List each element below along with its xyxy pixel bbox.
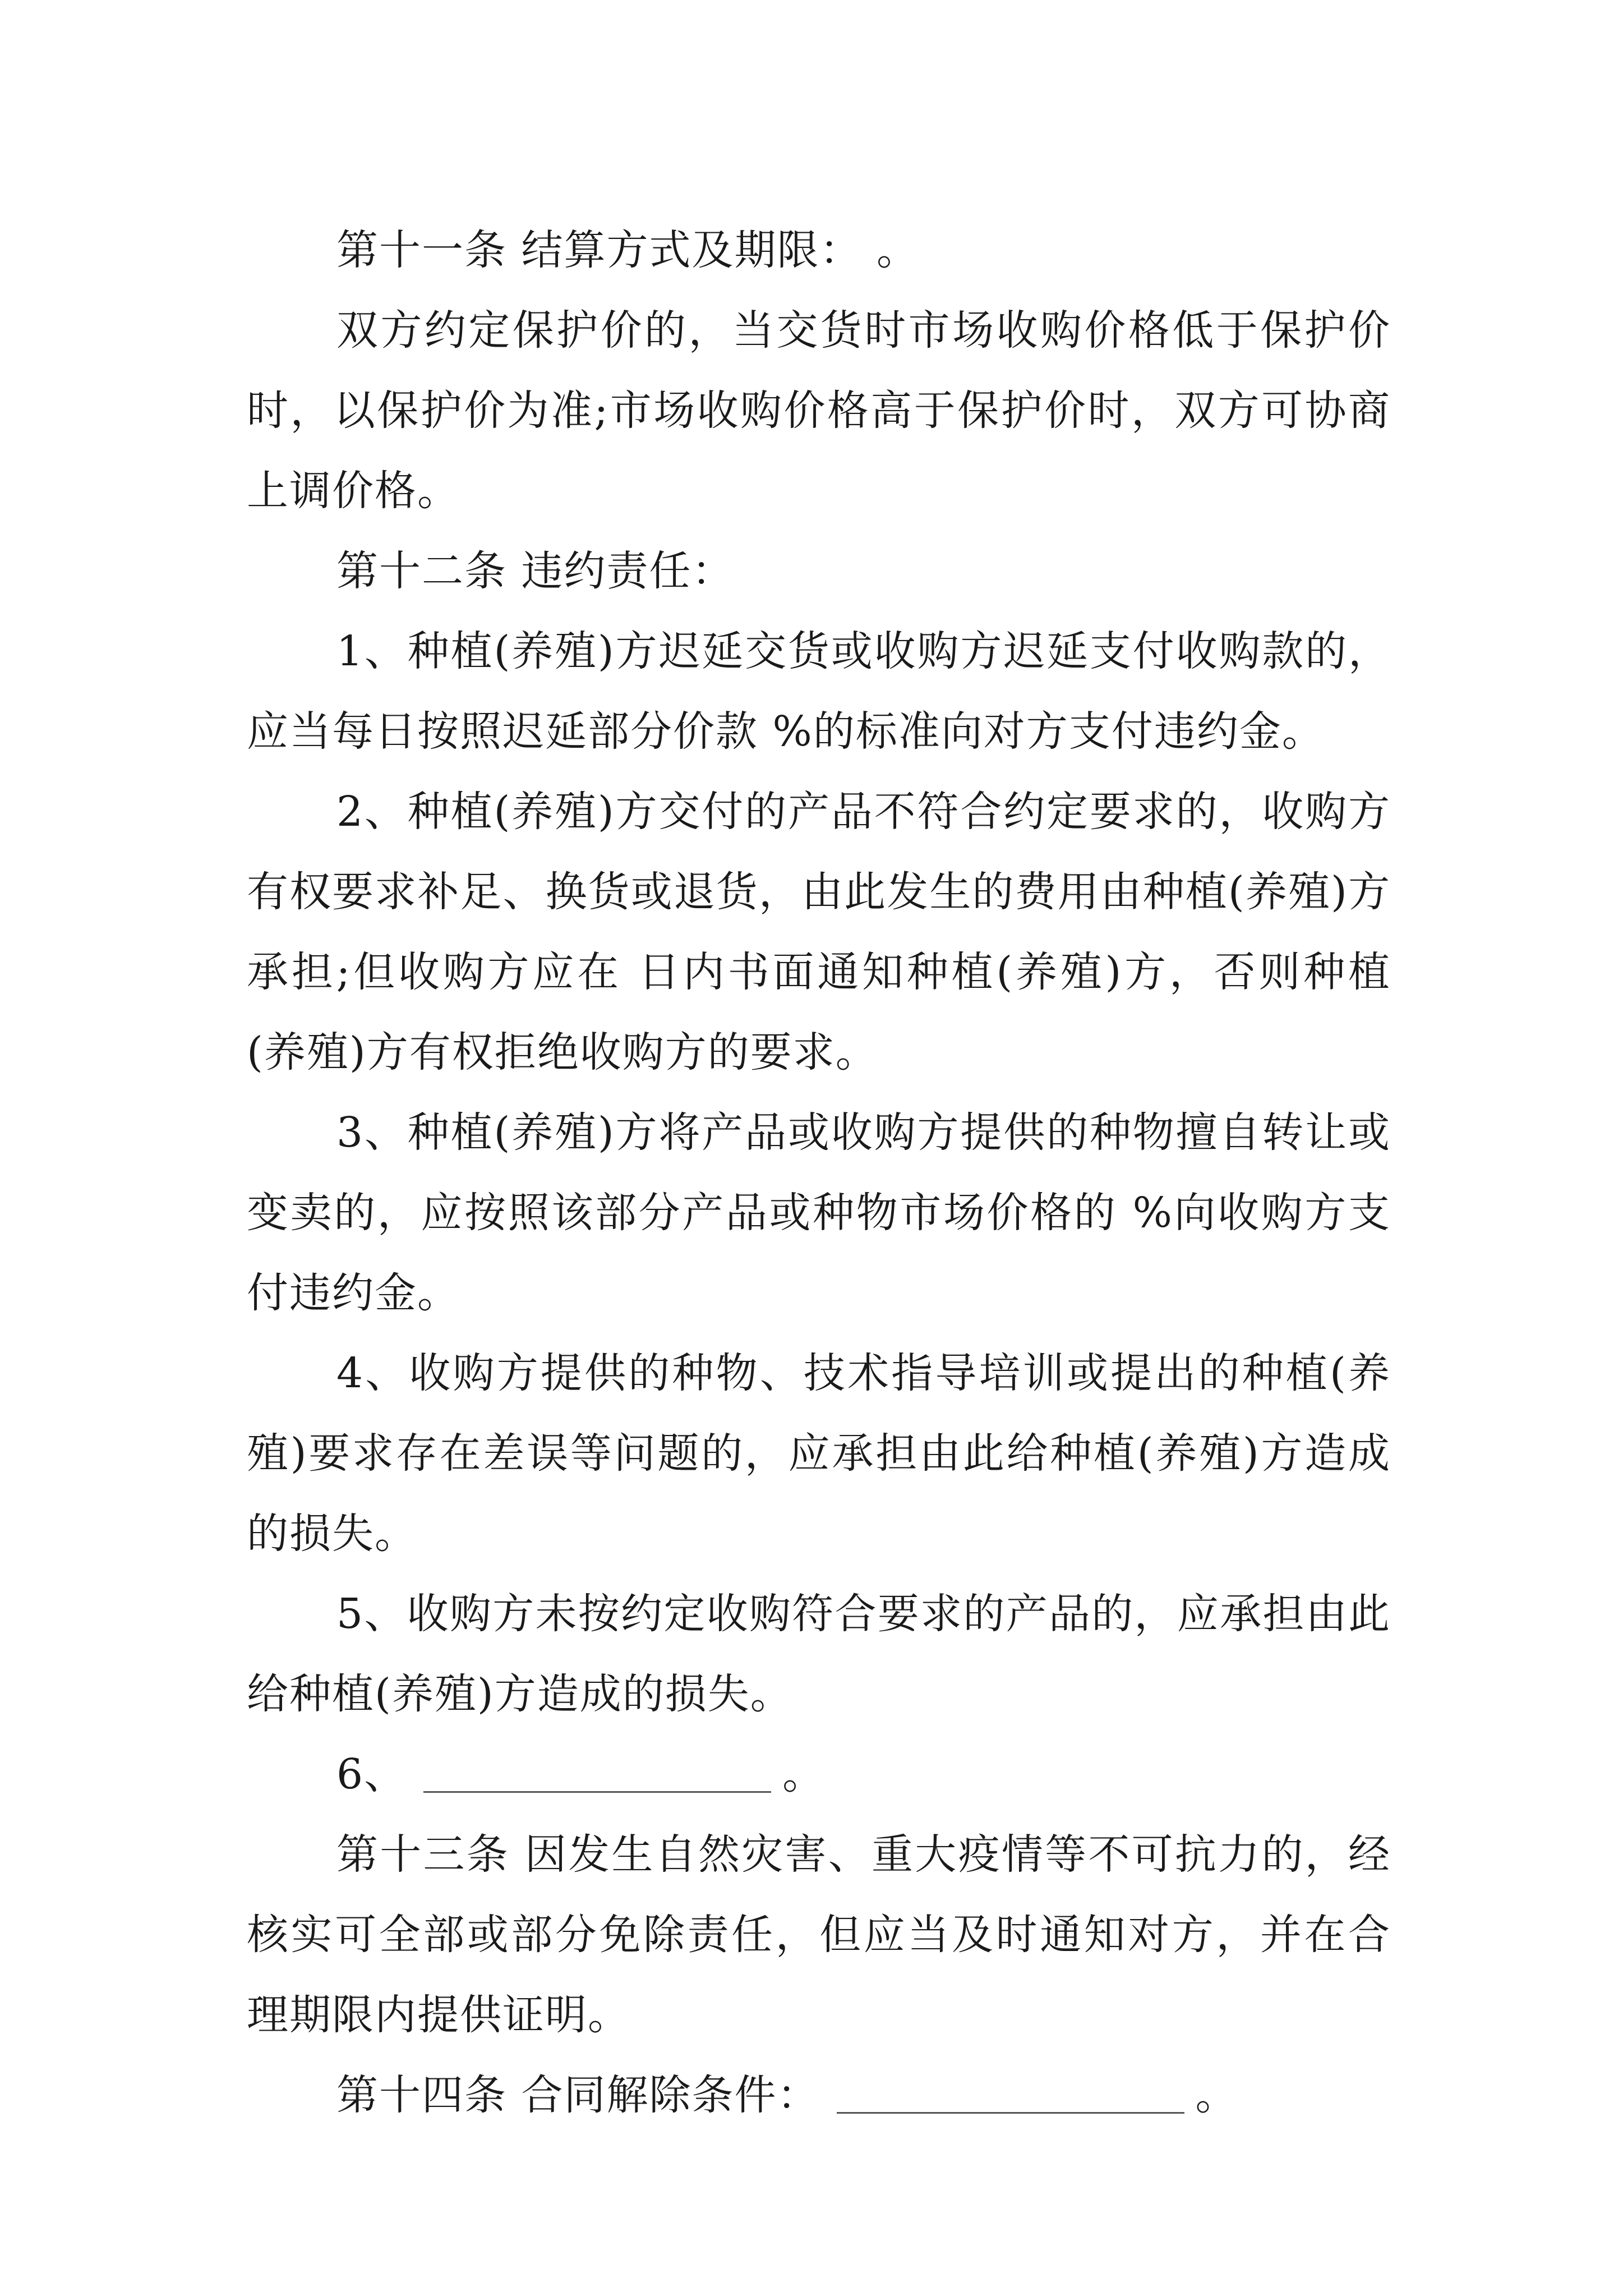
article-11-heading: 第十一条 结算方式及期限： 。: [336, 226, 920, 274]
document-page: [247, 210, 1391, 2136]
article-14-suffix: 。: [1195, 2071, 1238, 2119]
item-6-blank-line: [423, 1757, 771, 1793]
article-13-force-majeure: 第十三条 因发生自然灾害、重大疫情等不可抗力的，经核实可全部或部分免除责任，但应当及时通知对方，并在合理期限内提供证明。: [247, 1830, 1391, 2039]
liability-item-2: 2、种植(养殖)方交付的产品不符合约定要求的，收购方有权要求补足、换货或退货，由此发生的费用由种植(养殖)方承担;但收购方应在 日内书面通知种植(养殖)方，否则种植(养殖)方有权拒绝收购方的要求。: [247, 788, 1391, 1076]
protection-price-clause: 双方约定保护价的，当交货时市场收购价格低于保护价时，以保护价为准;市场收购价格高于保护价时，双方可协商上调价格。: [247, 306, 1391, 515]
liability-item-1: 1、种植(养殖)方迟延交货或收购方迟延支付收购款的，应当每日按照迟延部分价款 %的标准向对方支付违约金。: [247, 627, 1391, 756]
article-12-heading: 第十二条 违约责任：: [336, 547, 735, 595]
item-6-suffix: 。: [782, 1750, 826, 1798]
article-14-termination: [247, 2055, 1391, 2136]
liability-item-6: [247, 1734, 1391, 1815]
liability-item-5: 5、收购方未按约定收购符合要求的产品的，应承担由此给种植(养殖)方造成的损失。: [247, 1590, 1391, 1718]
item-6-prefix: 6、: [336, 1750, 407, 1798]
article-14-prefix: 第十四条 合同解除条件：: [336, 2071, 820, 2119]
article-14-blank-line: [837, 2078, 1184, 2114]
liability-item-3: 3、种植(养殖)方将产品或收购方提供的种物擅自转让或变卖的，应按照该部分产品或种物市场价格的 %向收购方支付违约金。: [247, 1108, 1391, 1317]
liability-item-4: 4、收购方提供的种物、技术指导培训或提出的种植(养殖)要求存在差误等问题的，应承担由此给种植(养殖)方造成的损失。: [247, 1349, 1391, 1558]
